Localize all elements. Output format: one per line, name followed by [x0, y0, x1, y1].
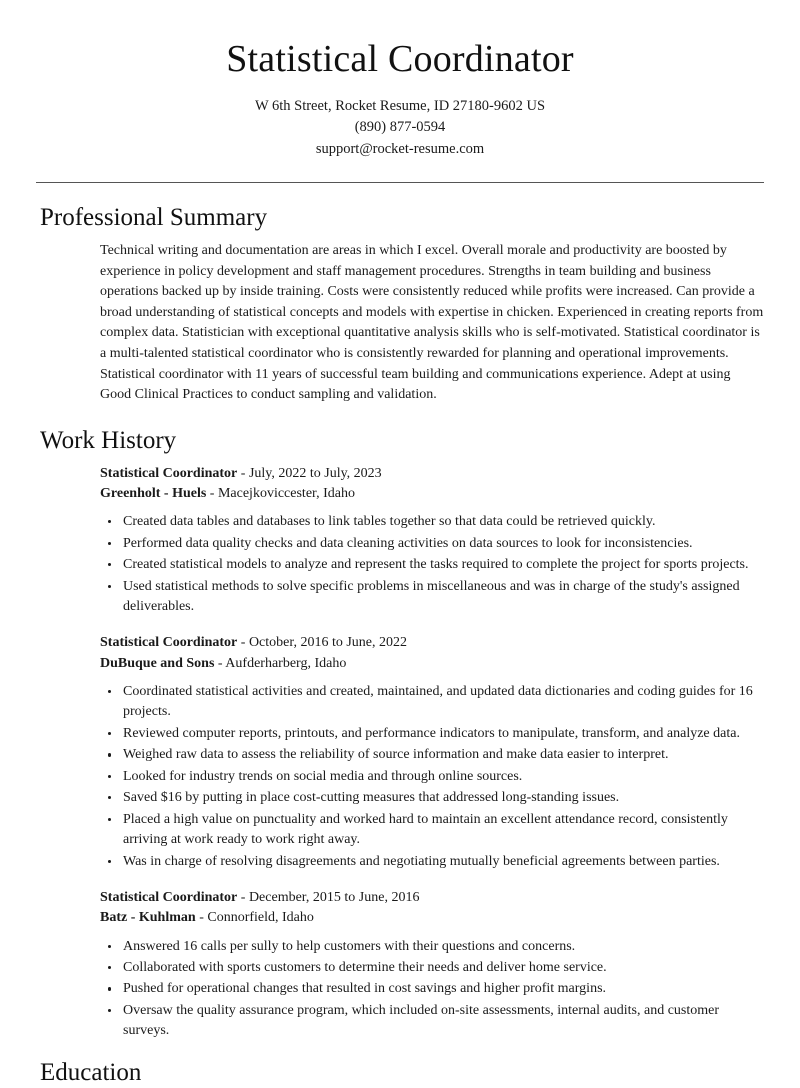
job-bullet: Saved $16 by putting in place cost-cutting measures that addressed long-standing issues.: [100, 788, 764, 808]
job-title: Statistical Coordinator: [100, 889, 238, 905]
job-bullet: Created statistical models to analyze and represent the tasks required to complete the project for sports projects.: [100, 555, 764, 575]
section-heading-work-history: Work History: [40, 426, 177, 454]
job-bullet: Reviewed computer reports, printouts, and performance indicators to manipulate, transform, and analyze data.: [100, 724, 764, 744]
contact-phone: (890) 877-0594: [354, 119, 446, 136]
job-bullet: Placed a high value on punctuality and worked hard to maintain an excellent attendance record, consistently arriving at work ready to work right away.: [100, 810, 764, 851]
job-separator: -: [206, 485, 218, 501]
work-history-entry: [100, 888, 764, 1042]
job-separator: -: [237, 635, 249, 651]
job-dates: October, 2016 to June, 2022: [248, 635, 408, 651]
job-separator: -: [195, 910, 208, 926]
job-title-line: [100, 633, 764, 653]
work-history-body: [36, 464, 764, 1042]
job-bullet: Oversaw the quality assurance program, which included on-site assessments, internal audits, and customer surveys.: [100, 1001, 764, 1042]
job-company: Greenholt - Huels: [100, 485, 207, 501]
job-bullet-list: [100, 937, 764, 1042]
header-divider: [36, 182, 764, 183]
job-bullet: Looked for industry trends on social media and through online sources.: [100, 767, 764, 787]
job-bullet-list: [100, 512, 764, 617]
work-history-entry: [100, 464, 764, 618]
contact-block: [36, 96, 764, 160]
job-location: Connorfield, Idaho: [207, 910, 314, 926]
section-heading-education: Education: [40, 1058, 142, 1086]
section-professional-summary: [36, 203, 764, 406]
job-bullet: Collaborated with sports customers to determine their needs and deliver home service.: [100, 958, 764, 978]
job-bullet: Was in charge of resolving disagreements and negotiating mutually beneficial agreements between parties.: [100, 852, 764, 872]
section-work-history: [36, 426, 764, 1042]
job-company: Batz - Kuhlman: [100, 910, 196, 926]
job-company: DuBuque and Sons: [100, 655, 215, 671]
work-history-entry: [100, 633, 764, 872]
contact-email: support@rocket-resume.com: [315, 140, 485, 157]
job-title: Statistical Coordinator: [100, 635, 238, 651]
job-title: Statistical Coordinator: [100, 465, 238, 481]
summary-text: Technical writing and documentation are areas in which I excel. Overall morale and productivity are boosted by experience in policy development and staff management procedures. Strengths in team building and business operations backed up by inside training. Costs were consistently reduced while profits were increased. Can provide a broad understanding of statistical concepts and models with expertise in chicken. Experienced in creating reports from complex data. Statistician with exceptional quantitative analysis skills who is self-motivated. Statistical coordinator is a multi-talented statistical coordinator who is consistently rewarded for planning and operational improvements. Statistical coordinator with 11 years of successful team building and communications experience. Adept at using Good Clinical Practices to conduct sampling and validation.: [100, 243, 764, 403]
job-separator: -: [237, 889, 249, 905]
job-bullet-list: [100, 682, 764, 872]
job-bullet: Performed data quality checks and data cleaning activities on data sources to look for inconsistencies.: [100, 534, 764, 554]
page-title: Statistical Coordinator: [226, 38, 574, 80]
job-company-line: [100, 484, 764, 504]
job-bullet: Created data tables and databases to link tables together so that data could be retrieved quickly.: [100, 512, 764, 532]
job-location: Aufderharberg, Idaho: [225, 655, 347, 671]
job-dates: December, 2015 to June, 2016: [248, 889, 420, 905]
job-location: Macejkoviccester, Idaho: [217, 485, 356, 501]
job-title-line: [100, 888, 764, 908]
job-separator: -: [214, 655, 226, 671]
job-bullet: Pushed for operational changes that resulted in cost savings and higher profit margins.: [100, 979, 764, 999]
job-bullet: Coordinated statistical activities and created, maintained, and updated data dictionaries and coding guides for 16 projects.: [100, 682, 764, 723]
summary-body: [36, 241, 764, 406]
section-education: [36, 1058, 764, 1088]
job-bullet: Weighed raw data to assess the reliability of source information and make data easier to interpret.: [100, 745, 764, 765]
job-dates: July, 2022 to July, 2023: [248, 465, 382, 481]
job-separator: -: [237, 465, 249, 481]
job-company-line: [100, 654, 764, 674]
job-bullet: Used statistical methods to solve specific problems in miscellaneous and was in charge of the study's assigned deliverables.: [100, 577, 764, 618]
section-heading-summary: Professional Summary: [40, 204, 268, 232]
job-company-line: [100, 908, 764, 928]
contact-address: W 6th Street, Rocket Resume, ID 27180-9602 US: [254, 97, 546, 114]
job-bullet: Answered 16 calls per sully to help customers with their questions and concerns.: [100, 937, 764, 957]
job-title-line: [100, 464, 764, 484]
